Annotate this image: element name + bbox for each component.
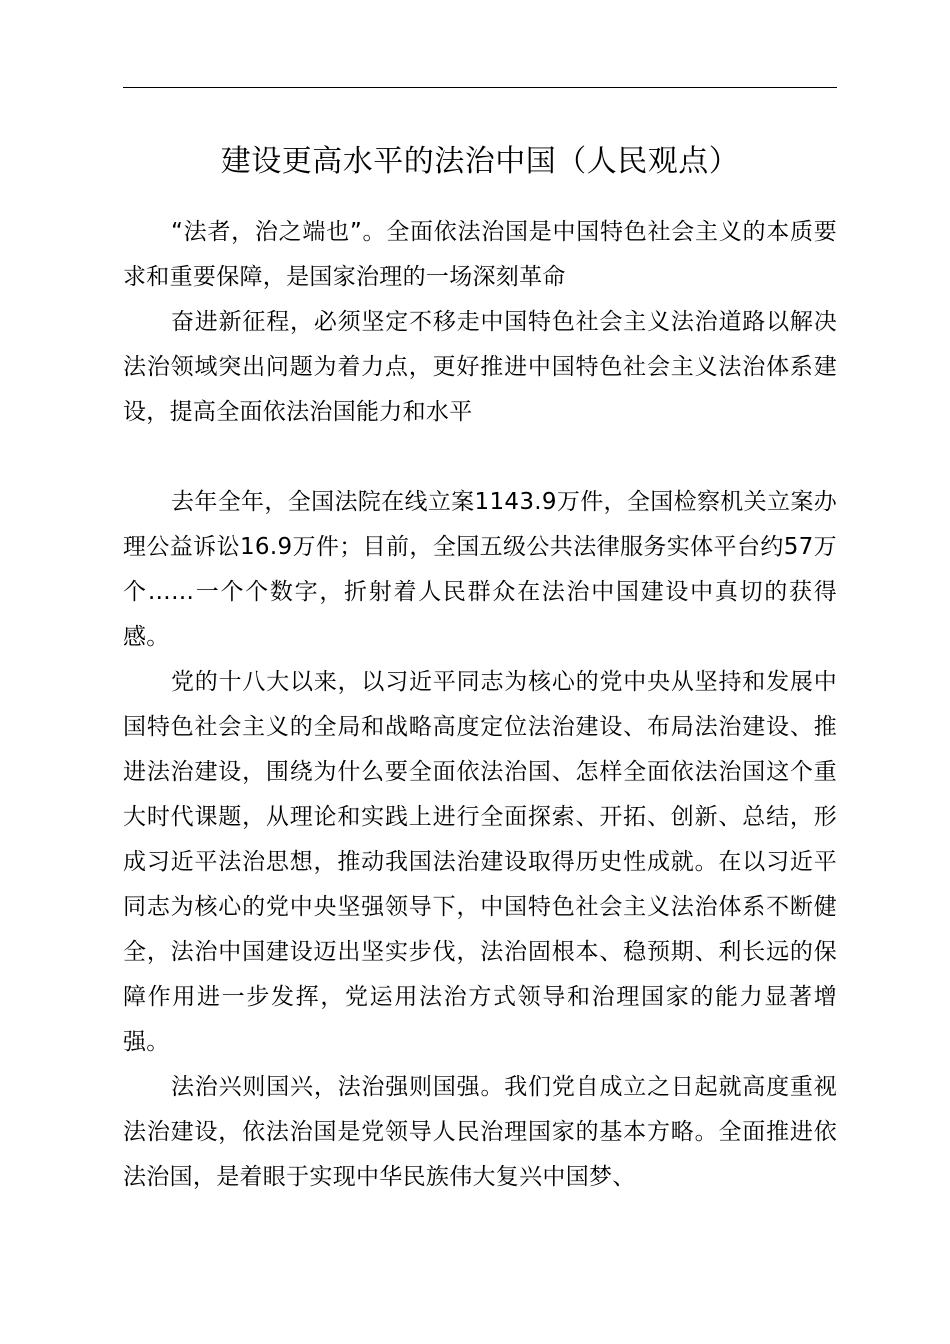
paragraph-spacer: [123, 435, 837, 480]
paragraph-1: “法者，治之端也”。全面依法治国是中国特色社会主义的本质要求和重要保障，是国家治理的一场深刻革命: [123, 219, 837, 290]
paragraph-2: 奋进新征程，必须坚定不移走中国特色社会主义法治道路以解决法治领域突出问题为着力点，更好推进中国特色社会主义法治体系建设，提高全面依法治国能力和水平: [123, 309, 837, 425]
document-body: [123, 210, 837, 1200]
document-title: 建设更高水平的法治中国（人民观点）: [220, 144, 740, 179]
paragraph-3: 去年全年，全国法院在线立案1143.9万件，全国检察机关立案办理公益诉讼16.9万件；目前，全国五级公共法律服务实体平台约57万个……一个个数字，折射着人民群众在法治中国建设中真切的获得感。: [123, 489, 837, 650]
header-rule: [123, 87, 837, 88]
paragraph-4: 党的十八大以来，以习近平同志为核心的党中央从坚持和发展中国特色社会主义的全局和战略高度定位法治建设、布局法治建设、推进法治建设，围绕为什么要全面依法治国、怎样全面依法治国这个重大时代课题，从理论和实践上进行全面探索、开拓、创新、总结，形成习近平法治思想，推动我国法治建设取得历史性成就。在以习近平同志为核心的党中央坚强领导下，中国特色社会主义法治体系不断健全，法治中国建设迈出坚实步伐，法治固根本、稳预期、利长远的保障作用进一步发挥，党运用法治方式领导和治理国家的能力显著增强。: [123, 669, 837, 1055]
paragraph-5: 法治兴则国兴，法治强则国强。我们党自成立之日起就高度重视法治建设，依法治国是党领导人民治理国家的基本方略。全面推进依法治国，是着眼于实现中华民族伟大复兴中国梦、: [123, 1074, 837, 1190]
